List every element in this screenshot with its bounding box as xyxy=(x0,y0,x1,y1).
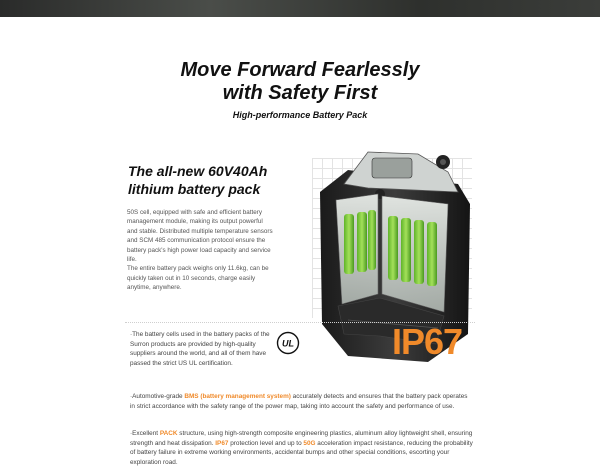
hero-subtitle: High-performance Battery Pack xyxy=(232,110,368,120)
battery-intro-text xyxy=(127,208,275,293)
cells-feature-text: ·The battery cells used in the battery packs of the Surron products are provided by high-quality suppliers around the world, and all of them have passed the strict US UL certification. xyxy=(130,331,270,367)
section-divider xyxy=(125,322,475,323)
top-banner-strip xyxy=(0,0,600,17)
pack-text-mid2: protection level and up to xyxy=(228,439,304,447)
pack-text-lead: ·Excellent xyxy=(130,430,160,437)
bms-text-rest: accurately detects and ensures that the battery pack operates in strict accordance with the safety range of the power map, taking into account the safety and performance of use. xyxy=(130,393,468,410)
pack-text-mid1: structure, using high-strength composite engineering plastics, aluminum alloy lightweight shell, ensuring strength and heat dissipation. xyxy=(130,430,473,447)
hero-title-line2: with Safety First xyxy=(222,82,378,104)
ul-certification-icon xyxy=(276,331,300,355)
intro-paragraph-1: 50S cell, equipped with safe and efficient battery management module, making its output powerful and stable. Distributed multiple temperature sensors and SCM 485 communication protocol ensure the battery pack's high power load capacity and service life. xyxy=(127,209,273,264)
bms-highlight: BMS (battery management system) xyxy=(184,393,291,400)
svg-text:UL: UL xyxy=(282,338,294,349)
50g-highlight: 50G xyxy=(303,439,316,447)
hero-title-line1: Move Forward Fearlessly xyxy=(180,59,420,81)
pack-highlight: PACK xyxy=(159,430,178,437)
pack-text-rest: acceleration impact resistance, reducing the probability of battery failure in extreme working environments, accidental bumps and other special conditions, escorting your exploration road. xyxy=(130,439,473,466)
ip67-label: IP67 xyxy=(392,321,463,362)
intro-paragraph-2: The entire battery pack weighs only 11.6kg, can be quickly taken out in 10 seconds, charge easily anytime, anywhere. xyxy=(127,265,269,292)
battery-pack-image xyxy=(308,144,476,366)
ip67-inline-highlight: IP67 xyxy=(215,439,229,447)
pack-feature-text xyxy=(130,429,475,467)
bms-feature-text xyxy=(130,392,470,411)
section-title-line1: The all-new 60V40Ah xyxy=(128,163,268,179)
bms-text-lead: ·Automotive-grade xyxy=(130,393,185,400)
section-title-line2: lithium battery pack xyxy=(128,181,261,197)
